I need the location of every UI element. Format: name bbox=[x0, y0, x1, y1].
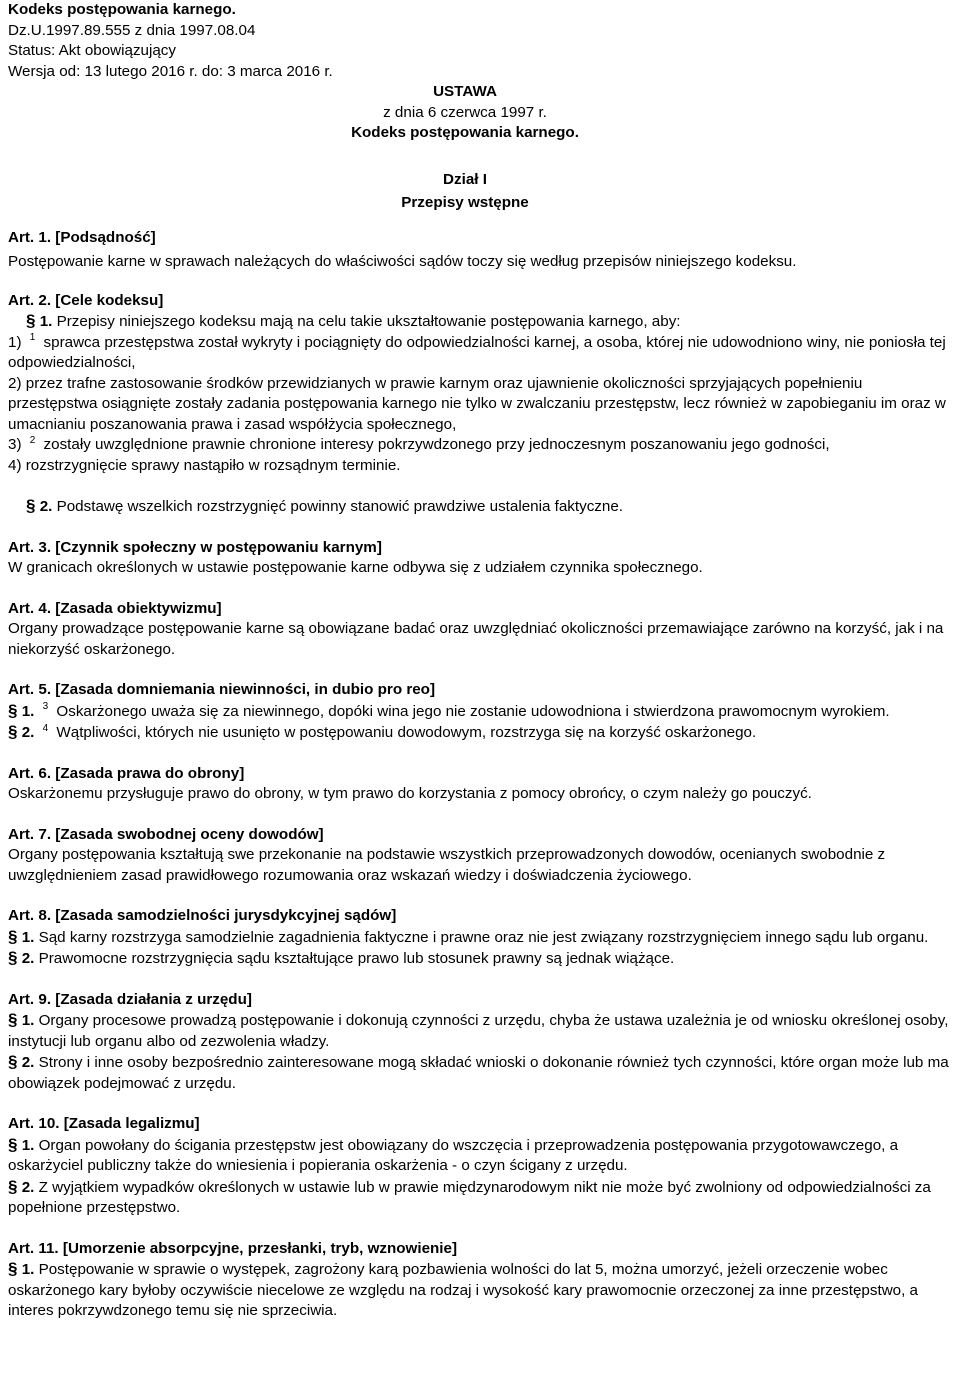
act-name: Kodeks postępowania karnego. bbox=[351, 124, 579, 141]
article-number: Art. 7. bbox=[8, 825, 52, 843]
paragraph-text: Wątpliwości, których nie usunięto w postępowaniu dowodowym, rozstrzyga się na korzyść oskarżonego. bbox=[56, 724, 757, 741]
article-number: Art. 2. bbox=[8, 291, 52, 309]
act-type: USTAWA bbox=[433, 83, 497, 100]
article-8-heading bbox=[8, 906, 952, 927]
paragraph-text: Oskarżonego uważa się za niewinnego, dopóki wina jego nie zostanie udowodniona i stwierdzona prawomocnym wyrokiem. bbox=[56, 702, 890, 720]
paragraph-sign: § bbox=[26, 496, 36, 515]
article-number: Art. 11. bbox=[8, 1239, 59, 1257]
article-10-para-2 bbox=[8, 1177, 952, 1219]
spacer bbox=[8, 144, 952, 164]
footnote-ref: 1 bbox=[29, 332, 36, 344]
article-2-para-2 bbox=[8, 496, 952, 518]
article-9-para-2 bbox=[8, 1052, 952, 1094]
paragraph-number: 2. bbox=[21, 950, 35, 967]
article-11-para-1 bbox=[8, 1259, 952, 1322]
article-9-heading bbox=[8, 990, 952, 1011]
article-4-text: Organy prowadzące postępowanie karne są obowiązane badać oraz uwzględniać okoliczności przemawiające zarówno na korzyść, jak i na niekorzyść oskarżonego. bbox=[8, 620, 944, 658]
article-number: Art. 5. bbox=[8, 681, 52, 698]
division-header bbox=[8, 170, 952, 214]
paragraph-sign: § bbox=[8, 1134, 18, 1154]
article-title: [Zasada działania z urzędu] bbox=[55, 990, 252, 1008]
article-title: [Umorzenie absorpcyjne, przesłanki, tryb, wznowienie] bbox=[62, 1239, 458, 1257]
paragraph-number: 1. bbox=[21, 1136, 35, 1154]
paragraph-text: Z wyjątkiem wypadków określonych w ustawie lub w prawie międzynarodowym nikt nie może być zwolniony od odpowiedzialności za popełnione przestępstwo. bbox=[8, 1178, 931, 1216]
article-6-heading bbox=[8, 764, 952, 785]
article-2-point-1 bbox=[8, 333, 952, 374]
article-number: Art. 10. bbox=[8, 1115, 60, 1132]
article-number: Art. 1. bbox=[8, 228, 52, 246]
article-title: [Zasada legalizmu] bbox=[63, 1115, 200, 1132]
paragraph-text: Sąd karny rozstrzyga samodzielnie zagadnienia faktyczne i prawne oraz nie jest związany rozstrzygnięciem innego sądu lub organu. bbox=[38, 928, 929, 946]
footnote-ref: 3 bbox=[42, 701, 49, 713]
paragraph-sign: § bbox=[26, 311, 36, 330]
status-line: Status: Akt obowiązujący bbox=[8, 42, 176, 59]
paragraph-text: Organy procesowe prowadzą postępowanie i dokonują czynności z urzędu, chyba że ustawa uzależnia je od wniosku określonej osoby, instytucji lub organu albo od zezwolenia władzy. bbox=[8, 1012, 949, 1050]
paragraph-text: Przepisy niniejszego kodeksu mają na celu takie ukształtowanie postępowania karnego, aby: bbox=[56, 313, 681, 330]
paragraph-sign: § bbox=[8, 700, 18, 720]
paragraph-number: 2. bbox=[21, 1178, 35, 1196]
article-2-point-4 bbox=[8, 456, 952, 477]
article-title: [Zasada samodzielności jurysdykcyjnej sądów] bbox=[55, 907, 397, 924]
paragraph-sign: § bbox=[8, 948, 18, 967]
article-title: [Zasada prawa do obrony] bbox=[55, 764, 245, 782]
article-number: Art. 4. bbox=[8, 599, 52, 617]
article-2-point-3 bbox=[8, 435, 952, 456]
paragraph-number: 1. bbox=[39, 313, 53, 330]
paragraph-text: Prawomocne rozstrzygnięcia sądu kształtujące prawo lub stosunek prawny są jednak wiążące. bbox=[38, 950, 675, 967]
article-1-text: Postępowanie karne w sprawach należących do właściwości sądów toczy się według przepisów niniejszego kodeksu. bbox=[8, 253, 797, 270]
paragraph-sign: § bbox=[8, 1259, 18, 1278]
point-text: zostały uwzględnione prawnie chronione interesy pokrzywdzonego przy jednoczesnym poszanowaniu jego godności, bbox=[43, 436, 830, 453]
article-1-heading bbox=[8, 228, 952, 249]
article-5-para-2 bbox=[8, 722, 952, 744]
article-2-point-2 bbox=[8, 374, 952, 436]
footnote-ref: 4 bbox=[42, 722, 49, 734]
article-2-heading bbox=[8, 291, 952, 312]
article-5-para-1 bbox=[8, 701, 952, 723]
article-4-heading bbox=[8, 599, 952, 620]
document-meta bbox=[8, 0, 952, 82]
paragraph-sign: § bbox=[8, 926, 18, 946]
article-8-para-2 bbox=[8, 948, 952, 970]
article-2-para-1 bbox=[8, 311, 952, 333]
article-11-heading bbox=[8, 1239, 952, 1260]
paragraph-number: 2. bbox=[21, 724, 35, 741]
paragraph-sign: § bbox=[8, 1052, 18, 1071]
paragraph-text: Strony i inne osoby bezpośrednio zainteresowane mogą składać wnioski o dokonanie również tych czynności, które organ może lub ma obowiązek podejmować z urzędu. bbox=[8, 1054, 949, 1092]
point-text: przez trafne zastosowanie środków przewidzianych w prawie karnym oraz ujawnienie okoliczności sprzyjających popełnieniu przestępstwa osiągnięte zostały zadania postępowania karnego nie tylko w zwalczaniu przestępstw, lecz również w zapobieganiu im oraz w umacnianiu poszanowania prawa i zasad współżycia społecznego, bbox=[8, 374, 946, 433]
article-title: [Zasada swobodnej oceny dowodów] bbox=[55, 825, 324, 843]
point-number: 1) bbox=[8, 333, 22, 351]
point-number: 3) bbox=[8, 436, 22, 453]
article-number: Art. 8. bbox=[8, 907, 52, 924]
point-text: sprawca przestępstwa został wykryty i pociągnięty do odpowiedzialności karnej, a osoba, której nie udowodniono winy, nie poniosła tej odpowiedzialności, bbox=[8, 333, 946, 371]
paragraph-text: Podstawę wszelkich rozstrzygnięć powinny stanowić prawdziwe ustalenia faktyczne. bbox=[56, 498, 624, 515]
point-number: 4) bbox=[8, 456, 22, 474]
paragraph-text: Organ powołany do ścigania przestępstw jest obowiązany do wszczęcia i przeprowadzenia postępowania przygotowawczego, a oskarżyciel publiczny także do wniesienia i popierania oskarżenia - o czyn ścigany z urzędu. bbox=[8, 1136, 899, 1174]
paragraph-number: 2. bbox=[21, 1054, 35, 1071]
article-number: Art. 9. bbox=[8, 990, 52, 1008]
paragraph-sign: § bbox=[8, 1010, 18, 1029]
division-title: Przepisy wstępne bbox=[401, 194, 529, 211]
doc-title: Kodeks postępowania karnego. bbox=[8, 1, 236, 18]
footnote-ref: 2 bbox=[29, 434, 36, 446]
division-label: Dział I bbox=[443, 170, 487, 188]
article-number: Art. 6. bbox=[8, 764, 52, 782]
act-name-block bbox=[8, 123, 952, 144]
act-header bbox=[8, 82, 952, 103]
paragraph-text: Postępowanie w sprawie o występek, zagrożony karą pozbawienia wolności do lat 5, można umorzyć, jeżeli orzeczenie wobec oskarżonego kary byłoby oczywiście niecelowe ze względu na rodzaj i wysokość kary prawomocnie orzeczonej za inne przestępstwo, a interes pokrzywdzonego temu się nie sprzeciwia. bbox=[8, 1261, 918, 1319]
paragraph-number: 1. bbox=[21, 928, 35, 946]
point-number: 2) bbox=[8, 374, 22, 392]
article-title: [Czynnik społeczny w postępowaniu karnym] bbox=[55, 538, 382, 556]
journal-ref: Dz.U.1997.89.555 z dnia 1997.08.04 bbox=[8, 21, 256, 39]
article-title: [Zasada domniemania niewinności, in dubio pro reo] bbox=[55, 681, 436, 698]
article-title: [Zasada obiektywizmu] bbox=[55, 599, 222, 617]
paragraph-number: 1. bbox=[21, 1261, 35, 1278]
article-7-text: Organy postępowania kształtują swe przekonanie na podstawie wszystkich przeprowadzonych dowodów, ocenianych swobodnie z uwzględnieniem zasad prawidłowego rozumowania oraz wskazań wiedzy i doświadczenia życiowego. bbox=[8, 846, 886, 884]
act-date-block bbox=[8, 103, 952, 124]
article-7-heading bbox=[8, 825, 952, 846]
article-number: Art. 3. bbox=[8, 538, 52, 556]
version-line: Wersja od: 13 lutego 2016 r. do: 3 marca 2016 r. bbox=[8, 62, 333, 80]
paragraph-number: 2. bbox=[39, 498, 53, 515]
article-8-para-1 bbox=[8, 927, 952, 949]
article-title: [Podsądność] bbox=[55, 228, 156, 246]
article-5-heading bbox=[8, 680, 952, 701]
paragraph-number: 1. bbox=[21, 702, 35, 720]
article-3-heading bbox=[8, 538, 952, 559]
article-6-text: Oskarżonemu przysługuje prawo do obrony, w tym prawo do korzystania z pomocy obrońcy, o czym należy go pouczyć. bbox=[8, 785, 812, 802]
act-date: z dnia 6 czerwca 1997 r. bbox=[383, 103, 547, 121]
paragraph-sign: § bbox=[8, 1176, 18, 1196]
paragraph-sign: § bbox=[8, 722, 18, 741]
article-10-para-1 bbox=[8, 1135, 952, 1177]
article-9-para-1 bbox=[8, 1010, 952, 1052]
paragraph-number: 1. bbox=[21, 1012, 35, 1029]
article-10-heading bbox=[8, 1114, 952, 1135]
article-3-text: W granicach określonych w ustawie postępowanie karne odbywa się z udziałem czynnika społecznego. bbox=[8, 559, 703, 576]
article-title: [Cele kodeksu] bbox=[55, 291, 164, 309]
point-text: rozstrzygnięcie sprawy nastąpiło w rozsądnym terminie. bbox=[25, 456, 401, 474]
